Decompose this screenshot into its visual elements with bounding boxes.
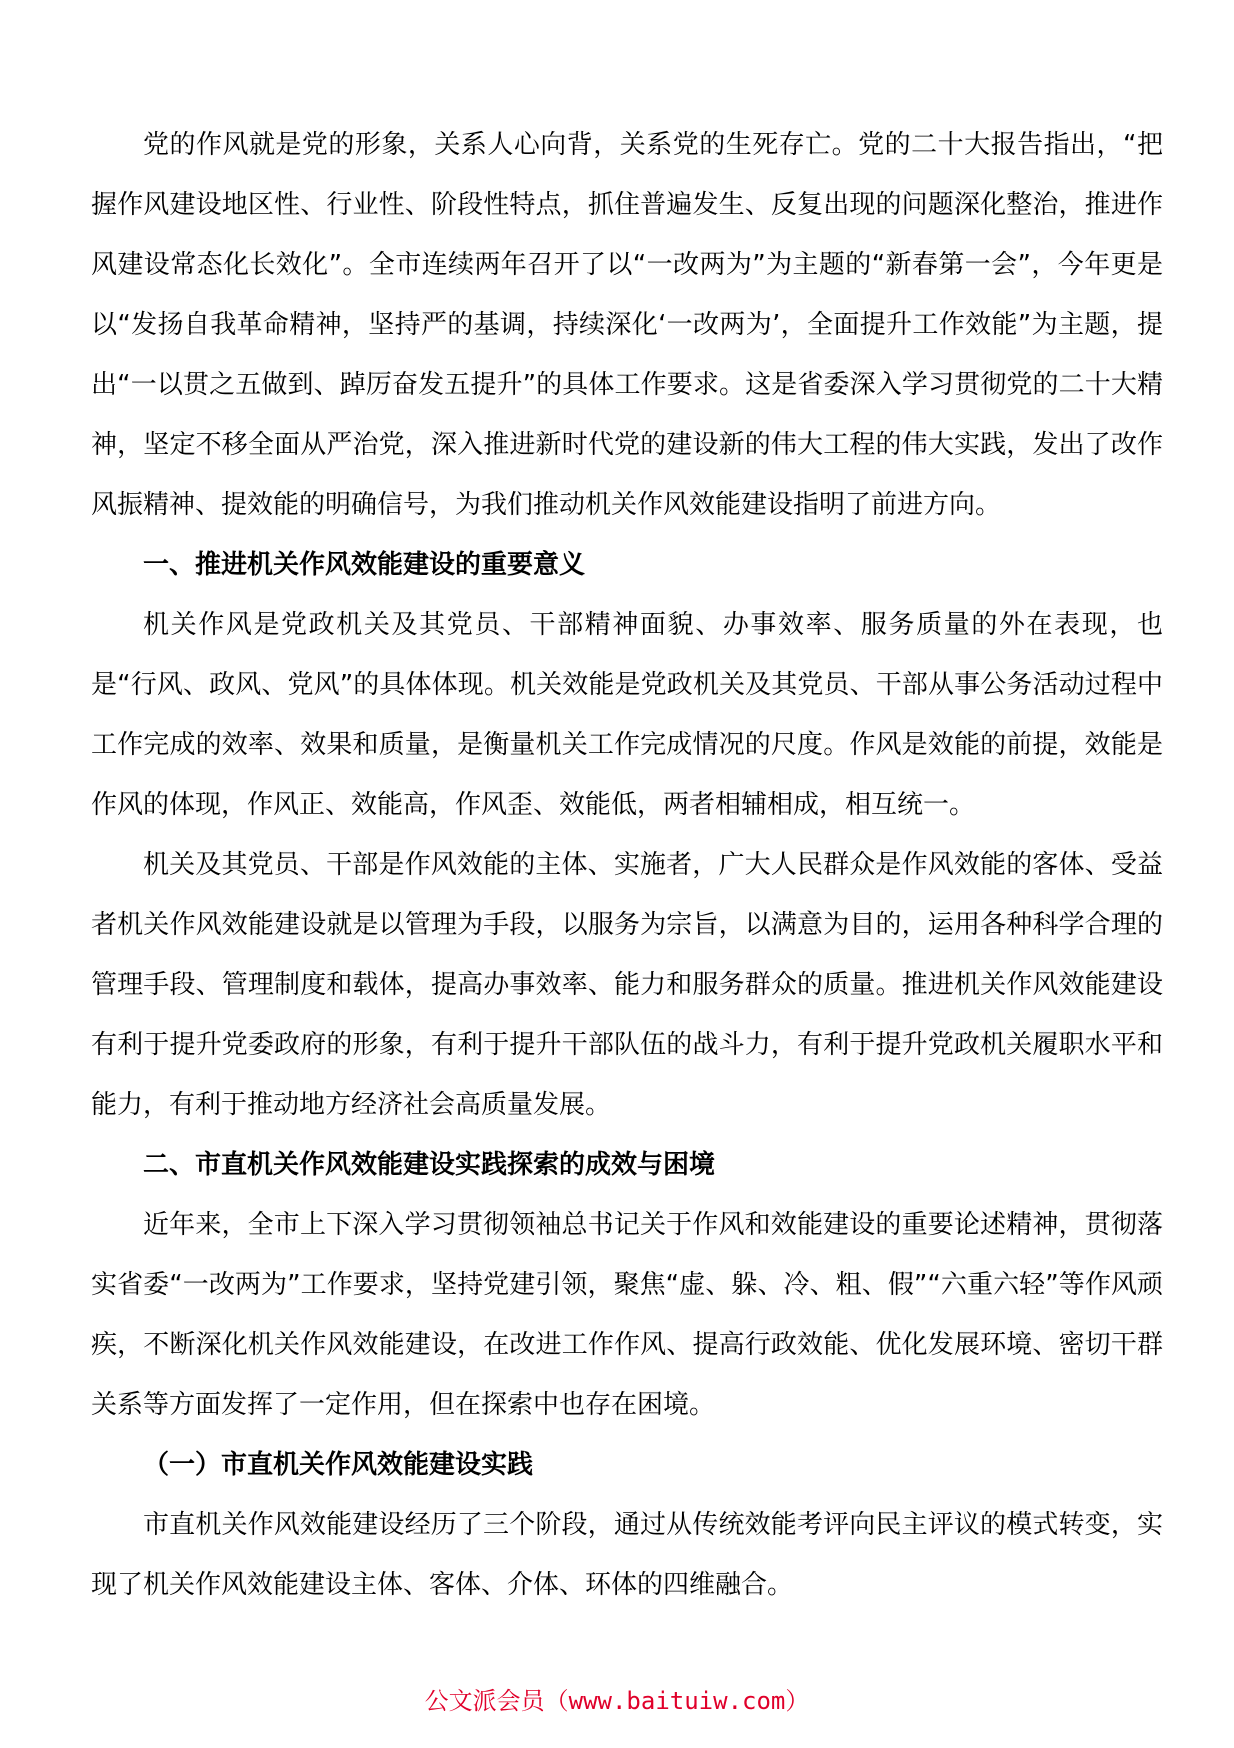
document-body bbox=[91, 115, 1163, 1615]
paragraph: 市直机关作风效能建设经历了三个阶段，通过从传统效能考评向民主评议的模式转变，实现了机关作风效能建设主体、客体、介体、环体的四维融合。 bbox=[91, 1510, 1163, 1600]
footer-url: www.baituiw.com bbox=[568, 1687, 786, 1715]
footer-close-paren: ） bbox=[785, 1687, 810, 1715]
footer-watermark bbox=[0, 1684, 1234, 1718]
paragraph: 机关作风是党政机关及其党员、干部精神面貌、办事效率、服务质量的外在表现，也是“行风、政风、党风”的具体体现。机关效能是党政机关及其党员、干部从事公务活动过程中工作完成的效率、效果和质量，是衡量机关工作完成情况的尺度。作风是效能的前提，效能是作风的体现，作风正、效能高，作风歪、效能低，两者相辅相成，相互统一。 bbox=[91, 610, 1163, 820]
paragraph: 近年来，全市上下深入学习贯彻领袖总书记关于作风和效能建设的重要论述精神，贯彻落实省委“一改两为”工作要求，坚持党建引领，聚焦“虚、躲、冷、粗、假”“六重六轻”等作风顽疾，不断深化机关作风效能建设，在改进工作作风、提高行政效能、优化发展环境、密切干群关系等方面发挥了一定作用，但在探索中也存在困境。 bbox=[91, 1210, 1163, 1420]
section-heading: 二、市直机关作风效能建设实践探索的成效与困境 bbox=[143, 1150, 716, 1180]
paragraph: 机关及其党员、干部是作风效能的主体、实施者，广大人民群众是作风效能的客体、受益者机关作风效能建设就是以管理为手段，以服务为宗旨，以满意为目的，运用各种科学合理的管理手段、管理制度和载体，提高办事效率、能力和服务群众的质量。推进机关作风效能建设有利于提升党委政府的形象，有利于提升干部队伍的战斗力，有利于提升党政机关履职水平和能力，有利于推动地方经济社会高质量发展。 bbox=[91, 850, 1163, 1120]
paragraph: 党的作风就是党的形象，关系人心向背，关系党的生死存亡。党的二十大报告指出，“把握作风建设地区性、行业性、阶段性特点，抓住普遍发生、反复出现的问题深化整治，推进作风建设常态化长效化”。全市连续两年召开了以“一改两为”为主题的“新春第一会”，今年更是以“发扬自我革命精神，坚持严的基调，持续深化‘一改两为’，全面提升工作效能”为主题，提出“一以贯之五做到、踔厉奋发五提升”的具体工作要求。这是省委深入学习贯彻党的二十大精神，坚定不移全面从严治党，深入推进新时代党的建设新的伟大工程的伟大实践，发出了改作风振精神、提效能的明确信号，为我们推动机关作风效能建设指明了前进方向。 bbox=[91, 130, 1163, 520]
subsection-heading: （一）市直机关作风效能建设实践 bbox=[143, 1450, 534, 1480]
footer-open-paren: （ bbox=[544, 1687, 569, 1715]
footer-label: 公文派会员 bbox=[424, 1687, 545, 1715]
section-heading: 一、推进机关作风效能建设的重要意义 bbox=[143, 550, 586, 580]
